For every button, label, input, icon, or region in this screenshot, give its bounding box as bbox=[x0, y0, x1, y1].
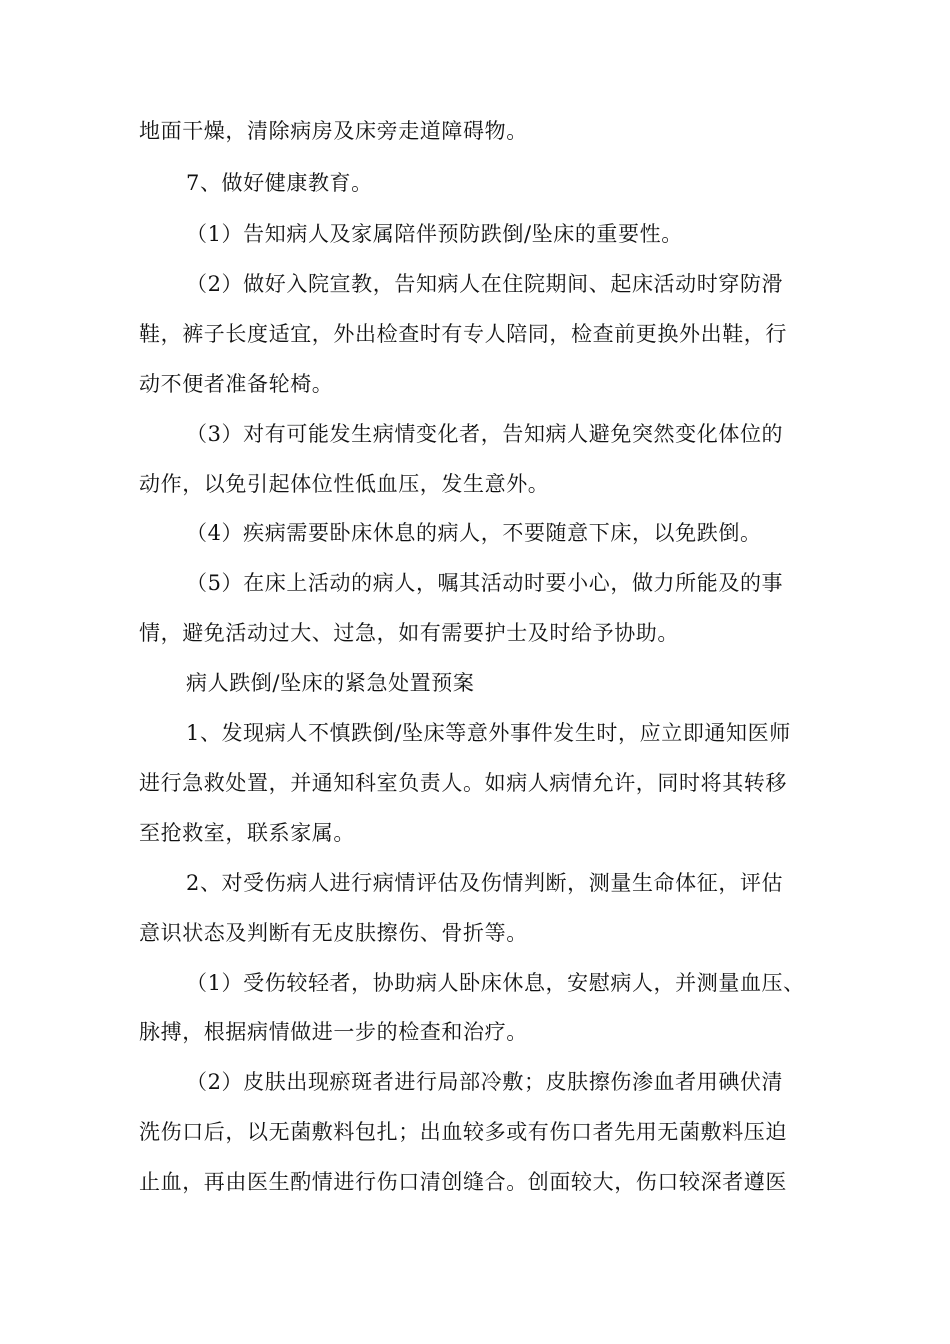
paragraph-4-line-1: 动作，以免引起体位性低血压，发生意外。 bbox=[139, 472, 550, 496]
paragraph-8-line-0: 1、发现病人不慎跌倒/坠床等意外事件发生时，应立即通知医师 bbox=[186, 721, 791, 745]
paragraph-6-line-1: 情，避免活动过大、过急，如有需要护士及时给予协助。 bbox=[139, 621, 679, 645]
paragraph-11-line-1: 洗伤口后，以无菌敷料包扎；出血较多或有伤口者先用无菌敷料压迫 bbox=[139, 1120, 787, 1144]
paragraph-10-line-0: （1）受伤较轻者，协助病人卧床休息，安慰病人，并测量血压、 bbox=[186, 971, 805, 995]
paragraph-0-line-0: 地面干燥，清除病房及床旁走道障碍物。 bbox=[139, 119, 528, 143]
section-heading: 病人跌倒/坠床的紧急处置预案 bbox=[186, 671, 475, 695]
paragraph-9-line-1: 意识状态及判断有无皮肤擦伤、骨折等。 bbox=[139, 921, 528, 945]
paragraph-3-line-1: 鞋，裤子长度适宜，外出检查时有专人陪同，检查前更换外出鞋，行 bbox=[139, 322, 787, 346]
paragraph-3-line-0: （2）做好入院宣教，告知病人在住院期间、起床活动时穿防滑 bbox=[186, 272, 784, 296]
paragraph-9-line-0: 2、对受伤病人进行病情评估及伤情判断，测量生命体征，评估 bbox=[186, 871, 784, 895]
paragraph-10-line-1: 脉搏，根据病情做进一步的检查和治疗。 bbox=[139, 1020, 528, 1044]
paragraph-1-line-0: 7、做好健康教育。 bbox=[186, 171, 373, 195]
paragraph-2-line-0: （1）告知病人及家属陪伴预防跌倒/坠床的重要性。 bbox=[186, 222, 683, 246]
paragraph-4-line-0: （3）对有可能发生病情变化者，告知病人避免突然变化体位的 bbox=[186, 422, 784, 446]
paragraph-8-line-2: 至抢救室，联系家属。 bbox=[139, 821, 355, 845]
paragraph-11-line-0: （2）皮肤出现瘀斑者进行局部冷敷；皮肤擦伤渗血者用碘伏清 bbox=[186, 1070, 784, 1094]
paragraph-6-line-0: （5）在床上活动的病人，嘱其活动时要小心，做力所能及的事 bbox=[186, 571, 784, 595]
paragraph-11-line-2: 止血，再由医生酌情进行伤口清创缝合。创面较大，伤口较深者遵医 bbox=[139, 1170, 787, 1194]
paragraph-8-line-1: 进行急救处置，并通知科室负责人。如病人病情允许，同时将其转移 bbox=[139, 771, 787, 795]
paragraph-3-line-2: 动不便者准备轮椅。 bbox=[139, 372, 334, 396]
paragraph-5-line-0: （4）疾病需要卧床休息的病人，不要随意下床，以免跌倒。 bbox=[186, 521, 762, 545]
